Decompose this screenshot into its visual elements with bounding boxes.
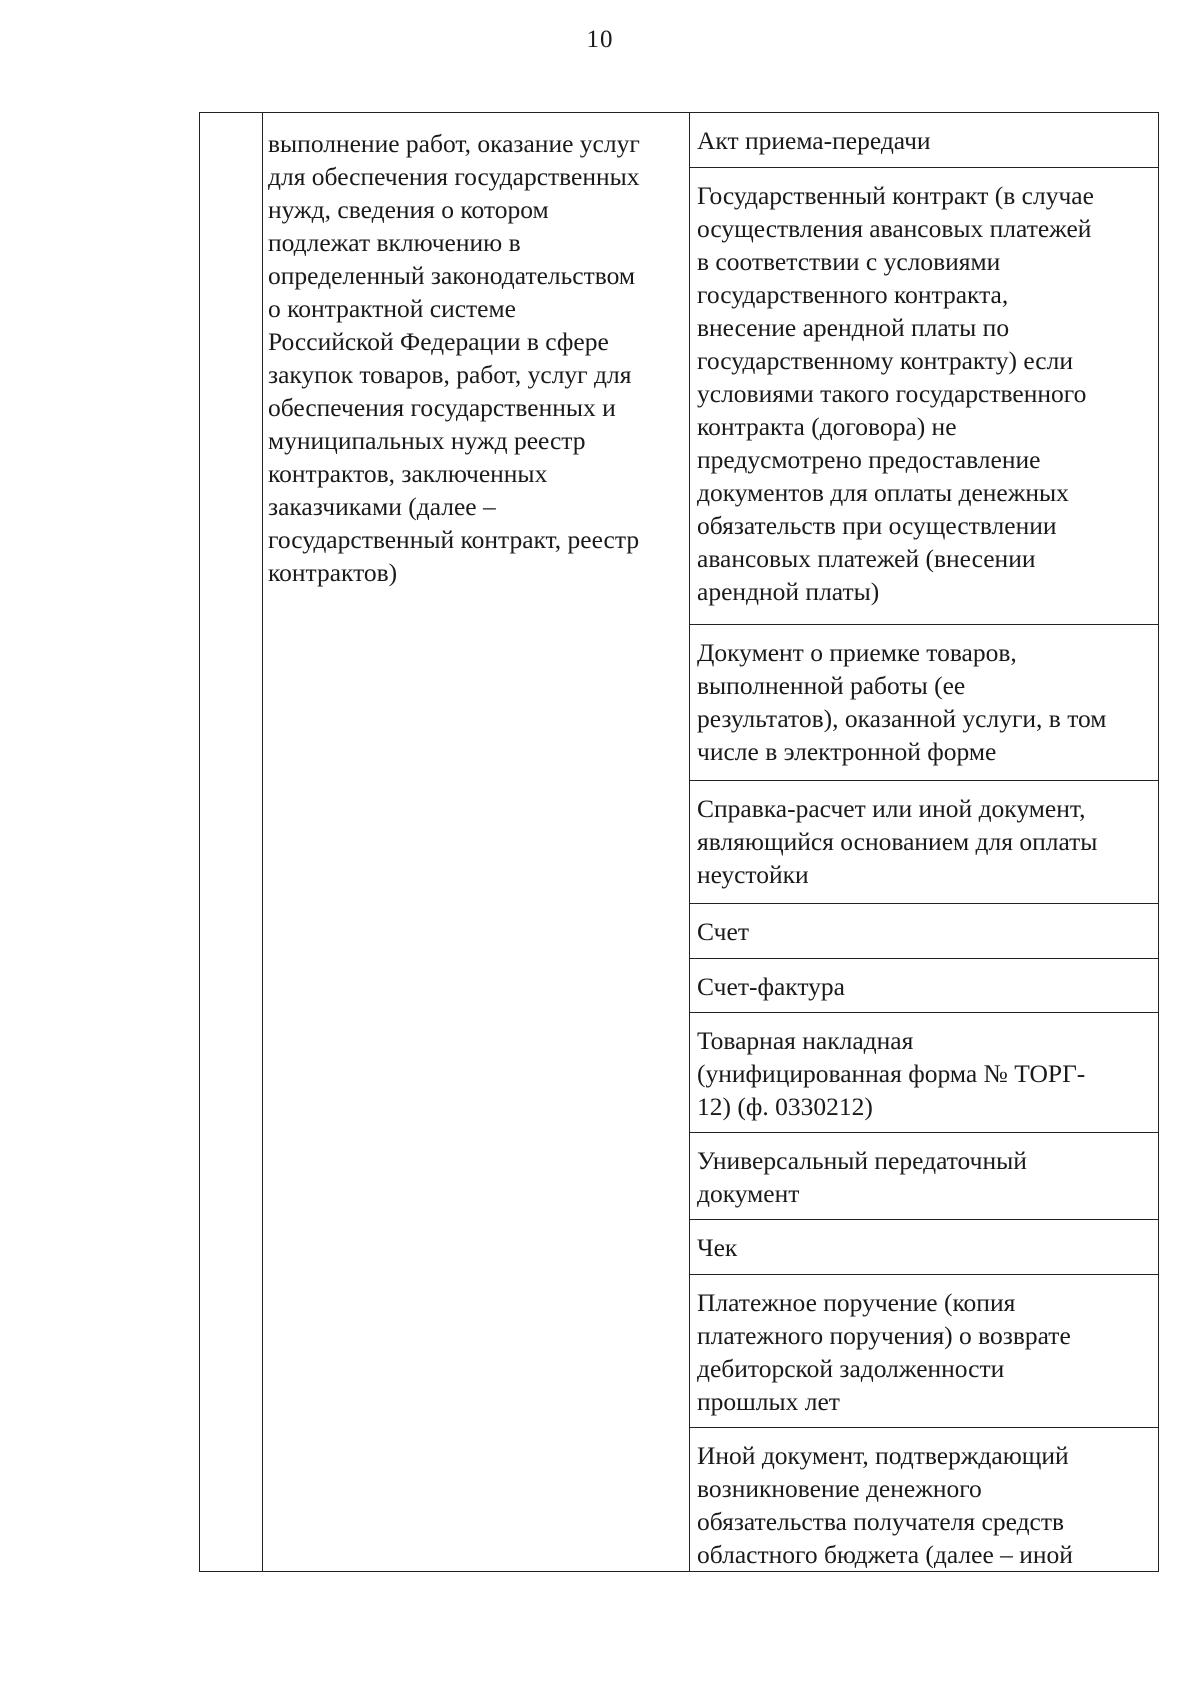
document-row-waybill: Товарная накладная (унифицированная форма № ТОРГ- 12) (ф. 0330212) <box>690 1013 1158 1133</box>
document-row-receipt: Чек <box>690 1220 1158 1275</box>
table-column-documents <box>690 113 1158 1571</box>
table-column-number <box>200 113 263 1571</box>
page-number: 10 <box>586 26 614 53</box>
document-row-acceptance-document: Документ о приемке товаров, выполненной работы (ее результатов), оказанной услуги, в том числе в электронной форме <box>690 625 1158 781</box>
document-row-tax-invoice: Счет-фактура <box>690 959 1158 1013</box>
document-row-state-contract: Государственный контракт (в случае осуществления авансовых платежей в соответствии с условиями государственного контракта, внесение арендной платы по государственному контракту) если условиями такого государственного контракта (договора) не предусмотрено предоставление документов для оплаты денежных обязательств при осуществлении авансовых платежей (внесении арендной платы) <box>690 168 1158 625</box>
document-row-invoice: Счет <box>690 904 1158 959</box>
document-row-payment-order: Платежное поручение (копия платежного поручения) о возврате дебиторской задолженности прошлых лет <box>690 1275 1158 1428</box>
documents-table <box>199 112 1159 1572</box>
document-row-universal-transfer: Универсальный передаточный документ <box>690 1133 1158 1220</box>
document-row-penalty-calculation: Справка-расчет или иной документ, являющийся основанием для оплаты неустойки <box>690 781 1158 904</box>
document-row-other-document: Иной документ, подтверждающий возникновение денежного обязательства получателя средств областного бюджета (далее – иной <box>697 1441 1073 1569</box>
document-row-act: Акт приема-передачи <box>690 113 1158 168</box>
table-cell-description: выполнение работ, оказание услуг для обеспечения государственных нужд, сведения о котором подлежат включению в определенный законодательством о контрактной системе Российской Федерации в сфере закупок товаров, работ, услуг для обеспечения государственных и муниципальных нужд реестр контрактов, заключенных заказчиками (далее – государственный контракт, реестр контрактов) <box>263 113 690 1571</box>
